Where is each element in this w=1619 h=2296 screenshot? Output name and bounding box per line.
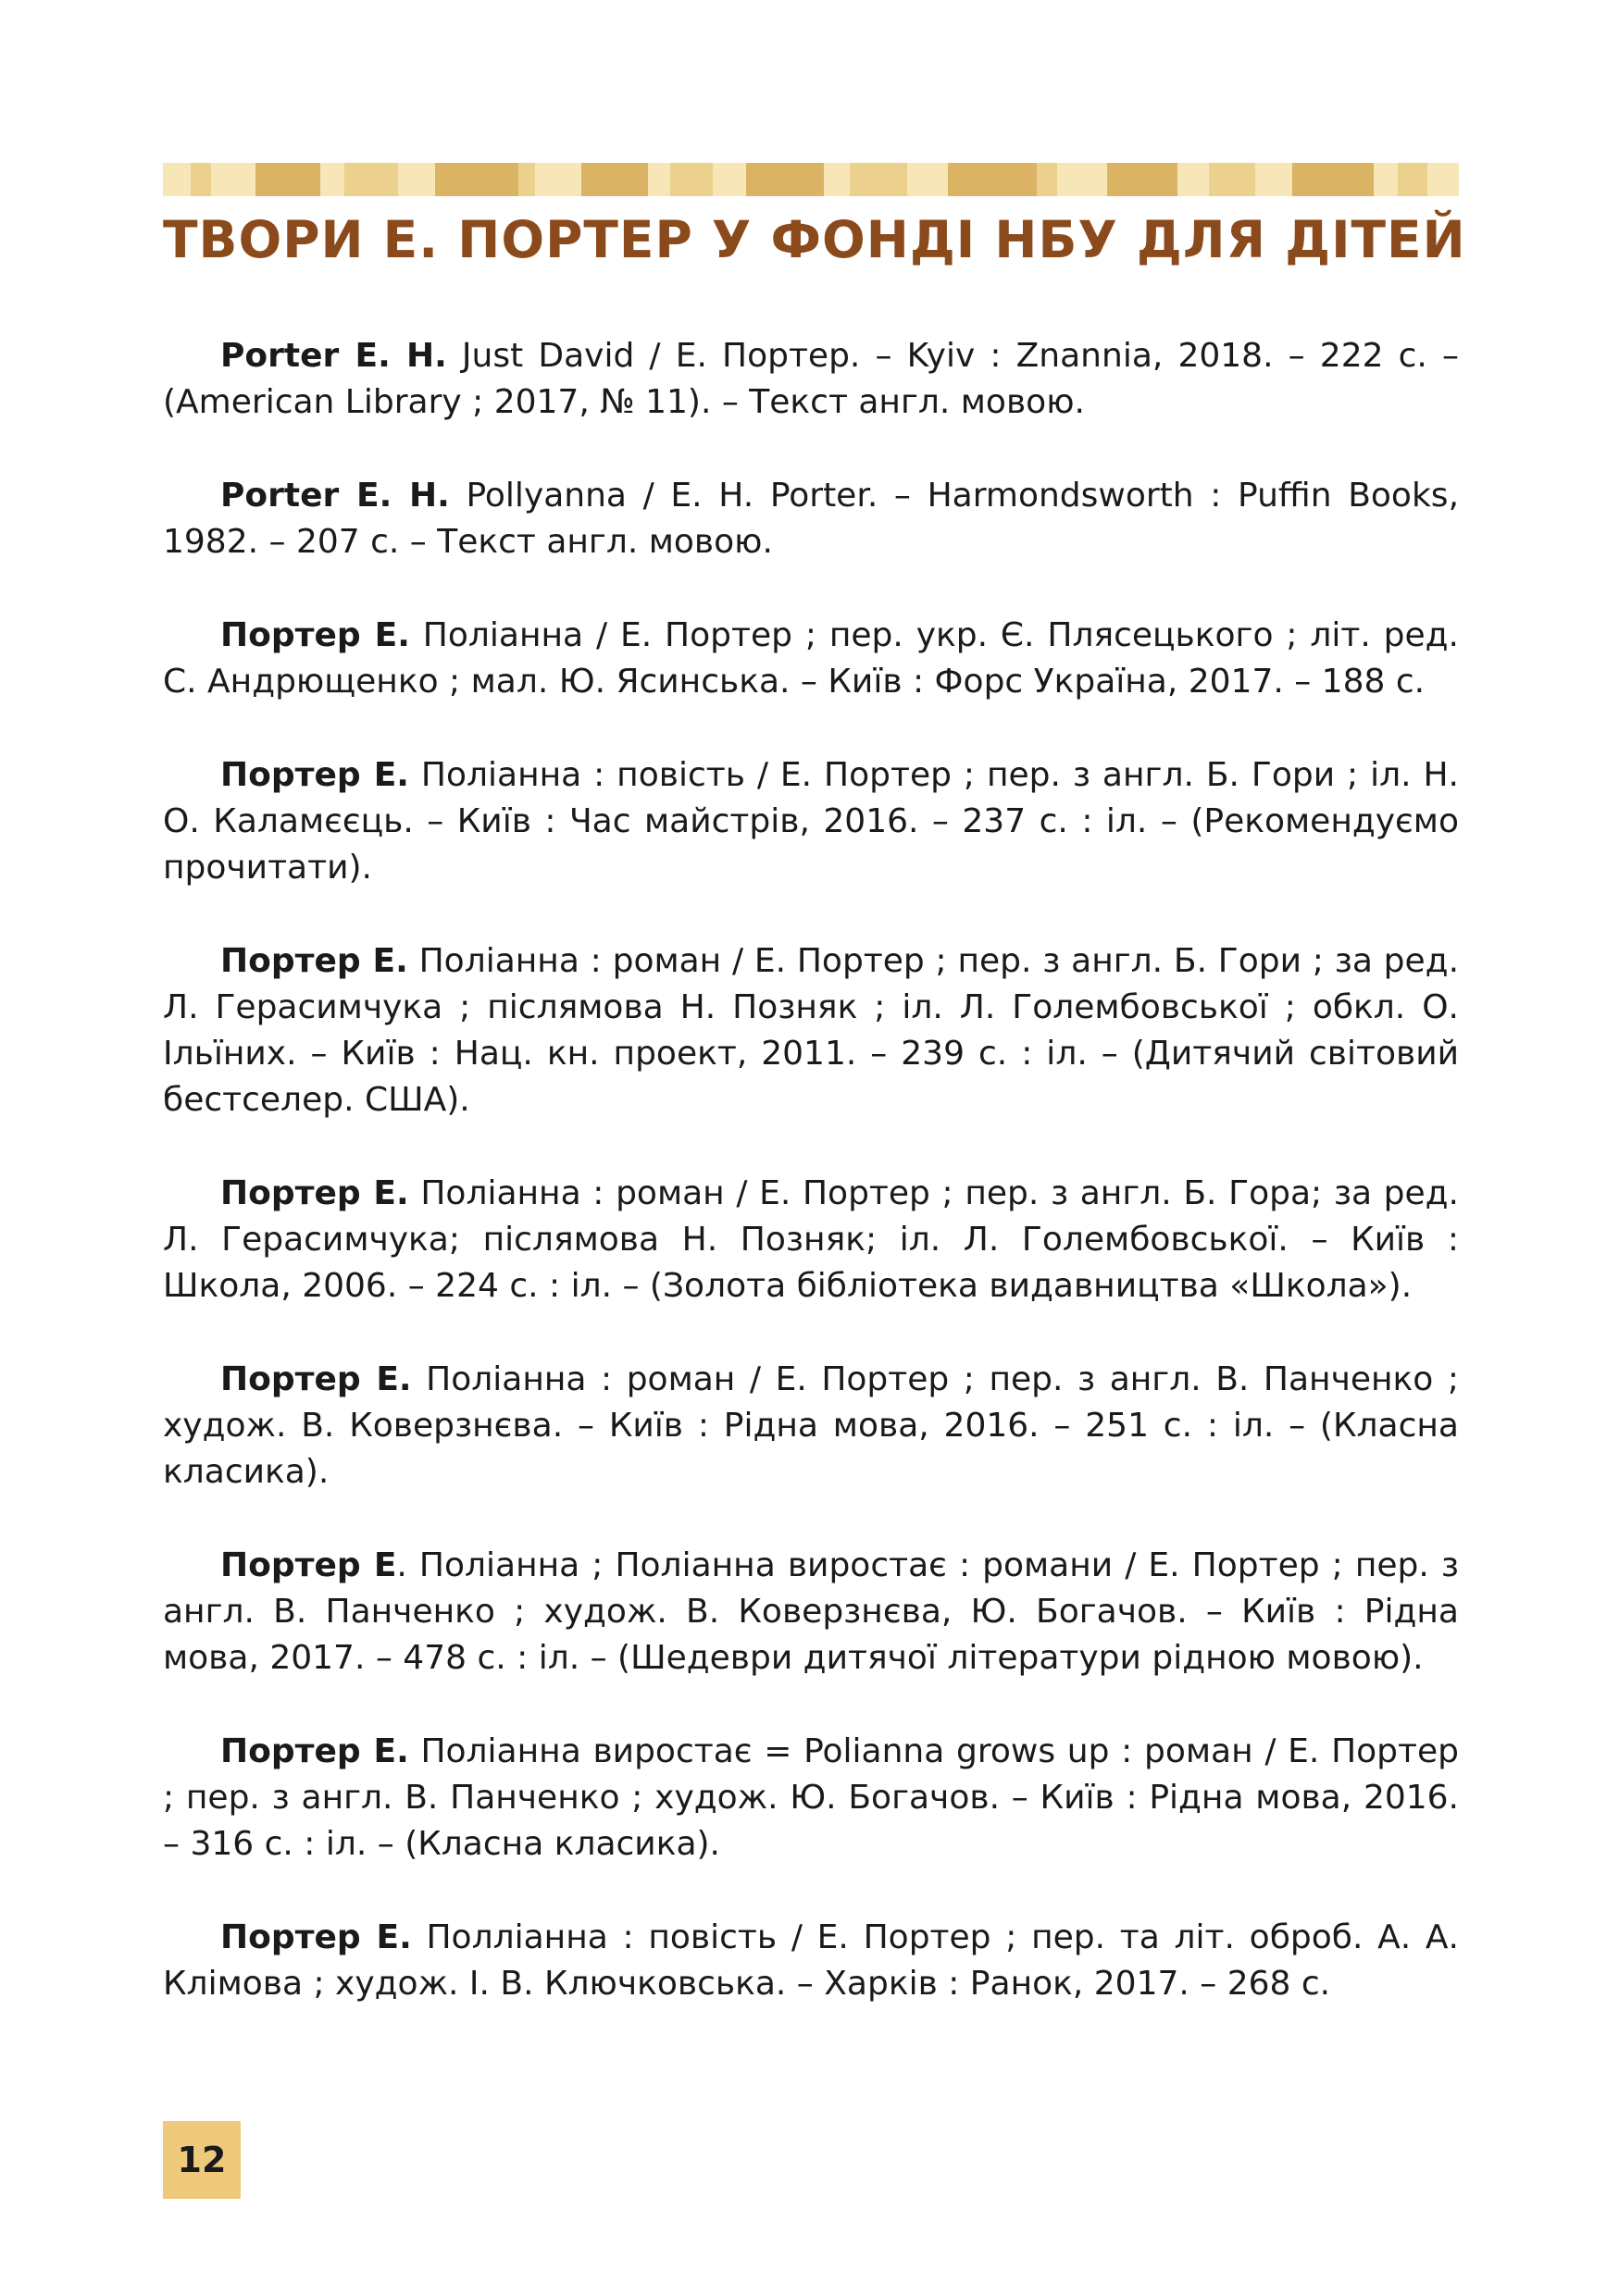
page-number-badge (163, 2121, 241, 2199)
entry-text: Pollyanna / E. H. Porter. – Harmondsworth : Puffin Books, 1982. – 207 с. – Текст англ. мовою. (163, 477, 1460, 561)
bibliography-entry (163, 473, 1459, 565)
entry-text: Поліанна виростає = Polianna grows up : роман / Е. Портер ; пер. з англ. В. Панченко ; худож. Ю. Богачов. – Київ : Рідна мова, 2016. – 316 с. : іл. – (Класна класика). (163, 1732, 1459, 1863)
bibliography-entry (163, 333, 1459, 426)
bibliography-entry (163, 1729, 1459, 1868)
entry-author: Porter E. H. (220, 477, 450, 515)
entry-author: Портер Е. (220, 1174, 409, 1212)
entry-text: . Поліанна ; Поліанна виростає : романи / Е. Портер ; пер. з англ. В. Панченко ; худож. В. Коверзнєва, Ю. Богачов. – Київ : Рідна мова, 2017. – 478 с. : іл. – (Шедеври дитячої літератури рідною мовою). (163, 1546, 1459, 1677)
bibliography-entry (163, 1543, 1459, 1682)
decorative-header-bar (163, 163, 1459, 196)
entry-text: Поліанна / Е. Портер ; пер. укр. Є. Плясецького ; літ. ред. С. Андрющенко ; мал. Ю. Ясинська. – Київ : Форс Україна, 2017. – 188 с. (163, 616, 1460, 701)
entry-text: Поліанна : роман / Е. Портер ; пер. з англ. В. Панченко ; худож. В. Коверзнєва. – Київ : Рідна мова, 2016. – 251 с. : іл. – (Класна класика). (163, 1360, 1460, 1491)
entry-author: Porter E. H. (220, 337, 447, 375)
entry-text: Поліанна : роман / Е. Портер ; пер. з англ. Б. Гори ; за ред. Л. Герасимчука ; післямова Н. Позняк ; іл. Л. Голембовської ; обкл. О. Ільїних. – Київ : Нац. кн. проект, 2011. – 239 с. : іл. – (Дитячий світовий бестселер. США). (163, 942, 1460, 1119)
bibliography-entry (163, 613, 1459, 705)
bibliography-entry (163, 752, 1459, 891)
page-title: ТВОРИ Е. ПОРТЕР У ФОНДІ НБУ ДЛЯ ДІТЕЙ (163, 210, 1466, 269)
bibliography-entry (163, 1171, 1459, 1309)
entry-author: Портер Е (220, 1546, 397, 1584)
entry-author: Портер Е. (220, 1360, 412, 1398)
entry-author: Портер Е. (220, 942, 408, 980)
entry-author: Портер Е. (220, 1918, 412, 1956)
entry-author: Портер Е. (220, 1732, 409, 1770)
bibliography-entry (163, 1357, 1459, 1496)
page-number: 12 (177, 2140, 227, 2180)
entry-text: Поліанна : роман / Е. Портер ; пер. з англ. Б. Гора; за ред. Л. Герасимчука; післямова Н. Позняк; іл. Л. Голембовської. – Київ : Школа, 2006. – 224 с. : іл. – (Золота бібліотека видавництва «Школа»). (163, 1174, 1459, 1305)
entry-text: Полліанна : повість / Е. Портер ; пер. та літ. оброб. А. А. Клімова ; худож. І. В. Ключковська. – Харків : Ранок, 2017. – 268 с. (163, 1918, 1459, 2003)
bibliography-list (163, 333, 1459, 2054)
bibliography-entry (163, 1915, 1459, 2007)
entry-author: Портер Е. (220, 616, 410, 654)
entry-author: Портер Е. (220, 756, 409, 794)
entry-text: Just David / Е. Портер. – Kyiv : Znannia, 2018. – 222 с. – (American Library ; 2017, № 11). – Текст англ. мовою. (163, 337, 1460, 421)
entry-text: Поліанна : повість / Е. Портер ; пер. з англ. Б. Гори ; іл. Н. О. Каламєєць. – Київ : Час майстрів, 2016. – 237 с. : іл. – (Рекомендуємо прочитати). (163, 756, 1459, 887)
bibliography-entry (163, 938, 1459, 1123)
